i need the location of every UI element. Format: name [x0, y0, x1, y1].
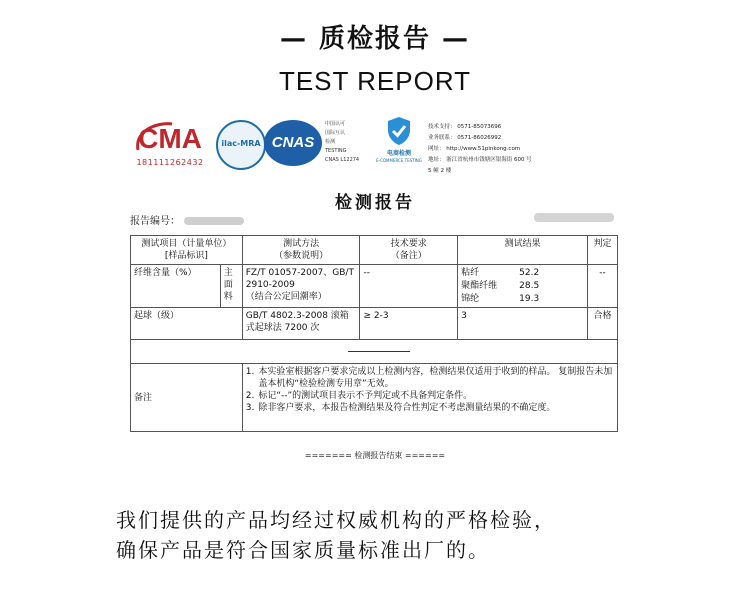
redacted-date: [534, 213, 614, 222]
header-method-line: （参数说明）: [274, 251, 329, 261]
cnas-accreditation-text: [325, 120, 367, 165]
cnas-line: CNAS L12274: [325, 157, 360, 163]
row-item: 起球（级）: [131, 308, 243, 340]
cnas-text: CNAS: [271, 134, 315, 151]
header-method: [242, 236, 360, 265]
row-method-line: （结合公定回潮率）: [245, 292, 327, 302]
quality-statement: [116, 505, 556, 565]
row-judgement: 合格: [588, 308, 618, 340]
note-item: [246, 390, 614, 402]
table-row: [131, 265, 618, 308]
result-name: 聚酯纤维: [461, 281, 498, 291]
header-item: [131, 236, 243, 265]
report-number-label: 报告编号：: [130, 216, 180, 227]
report-table: [130, 235, 618, 432]
row-result: 3: [458, 308, 588, 340]
page-title: — 质检报告 —: [279, 24, 471, 54]
divider: [348, 351, 410, 352]
note-num: 1.: [245, 367, 255, 377]
table-row: [131, 308, 618, 340]
ilac-text: ilac-MRA: [221, 139, 261, 148]
cma-logo: [132, 118, 208, 172]
result-value: 19.3: [519, 294, 540, 304]
contact-line: 技术支持： 0571-85073696: [428, 124, 502, 130]
note-item: [246, 366, 614, 390]
cnas-line: 检测: [325, 139, 336, 145]
row-requirement: --: [360, 265, 458, 308]
contact-line: 网址： http://www.51pinkong.com: [428, 146, 521, 152]
notes-cell: [242, 364, 617, 432]
contact-info: [428, 122, 628, 177]
table-notes-row: [131, 364, 618, 432]
cma-number: 181111262432: [136, 158, 204, 167]
note-num: 3.: [245, 403, 255, 413]
cma-mark-icon: [132, 118, 208, 156]
statement-line: 我们提供的产品均经过权威机构的严格检验，: [116, 508, 556, 532]
header-judgement: 判定: [588, 236, 618, 265]
header-item-line: 测试项目（计量单位）: [141, 239, 232, 249]
row-item: 纤维含量（%）: [131, 265, 221, 308]
cnas-logo: [264, 120, 322, 166]
note-text: 本实验室根据客户要求完成以上检测内容，检测结果仅适用于收到的样品。 复制报告未加盖本机构“检验检测专用章”无效。: [258, 367, 613, 389]
report-number: [130, 212, 244, 227]
cnas-line: 中国认可: [325, 121, 346, 127]
table-header-row: [131, 236, 618, 265]
cma-letters: CMA: [138, 123, 202, 154]
ecom-sub: E-COMMERCE TESTING: [376, 158, 422, 163]
row-judgement: --: [588, 265, 618, 308]
redacted-report-number: [184, 217, 244, 225]
contact-line: 业务联系： 0571-86026992: [428, 135, 502, 141]
row-results: [458, 265, 588, 308]
row-method: GB/T 4802.3-2008 滚箱式起球法 7200 次: [242, 308, 360, 340]
header-requirement: [360, 236, 458, 265]
row-requirement: ≥ 2-3: [360, 308, 458, 340]
note-text: 除非客户要求，本报告检测结果及符合性判定不考虑测量结果的不确定度。: [258, 403, 556, 413]
cnas-line: TESTING: [325, 148, 347, 154]
contact-line: 地址： 浙江省杭州市钱塘区银海街 600 号: [428, 157, 532, 163]
report-title: 检测报告: [335, 193, 415, 213]
result-value: 28.5: [519, 281, 540, 291]
ecom-label: 电商检测: [386, 150, 411, 157]
certification-logos: [130, 112, 630, 176]
header-requirement-line: （备注）: [390, 251, 427, 261]
contact-line: 5 幢 2 楼: [428, 168, 452, 174]
note-text: 标记“--”的测试项目表示不予判定或不具备判定条件。: [258, 391, 473, 401]
result-name: 锦纶: [461, 294, 480, 304]
row-sub: 主面料: [220, 265, 242, 308]
row-method: [242, 265, 360, 308]
row-method-line: FZ/T 01057-2007、GB/T 2910-2009: [245, 268, 354, 290]
result-name: 粘纤: [461, 268, 480, 278]
header-item-line: [样品标识]: [164, 251, 208, 261]
ilac-logo: [216, 120, 266, 170]
ecommerce-testing-logo: [374, 116, 424, 172]
notes-label: 备注: [131, 364, 243, 432]
header-result: 测试结果: [458, 236, 588, 265]
cnas-line: 国际互认: [325, 130, 346, 136]
note-num: 2.: [245, 391, 255, 401]
header-method-line: 测试方法: [283, 239, 320, 249]
page-subtitle: TEST REPORT: [278, 66, 472, 96]
report-end-marker: ======= 检测报告结束 ======: [304, 451, 446, 460]
result-value: 52.2: [519, 268, 540, 278]
statement-line: 确保产品是符合国家质量标准出厂的。: [116, 538, 490, 562]
header-requirement-line: 技术要求: [390, 239, 427, 249]
note-item: [246, 402, 614, 414]
shield-check-icon: [386, 116, 412, 146]
